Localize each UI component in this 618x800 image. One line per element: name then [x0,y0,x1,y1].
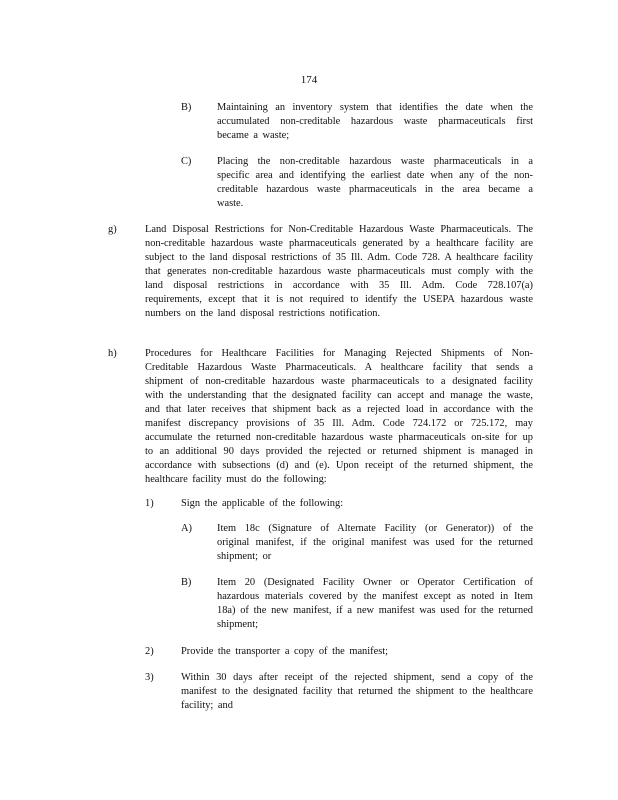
item-text: Provide the transporter a copy of the manifest; [181,646,389,657]
item-label: B) [181,102,192,113]
item-text: Land Disposal Restrictions for Non-Creditable Hazardous Waste Pharmaceuticals. The non-creditable hazardous waste pharmaceuticals generated by a healthcare facility are subject to the land disposal restrictions of 35 Ill. Adm. Code 728. A healthcare facility that generates non-creditable hazardous waste pharmaceuticals must comply with the land disposal restrictions in accordance with 35 Ill. Adm. Code 728.107(a) requirements, except that it is not required to identify the USEPA hazardous waste numbers on the land disposal restrictions notification. [145,224,533,319]
item-text: Sign the applicable of the following: [181,498,344,509]
item-text: Placing the non-creditable hazardous waste pharmaceuticals in a specific area and identifying the earliest date when any of the non-creditable hazardous waste pharmaceuticals in the area became a waste. [217,156,533,209]
item-label: C) [181,156,192,167]
item-label: g) [108,224,117,235]
item-label: A) [181,523,192,534]
item-text: Procedures for Healthcare Facilities for Managing Rejected Shipments of Non-Creditable Hazardous Waste Pharmaceuticals. A healthcare facility that sends a shipment of non-creditable hazardous waste pharmaceuticals to a designated facility with the understanding that the designated facility can accept and manage the waste, and that later receives that shipment back as a rejected load in accordance with the manifest discrepancy provisions of 35 Ill. Adm. Code 724.172 or 725.172, may accumulate the returned non-creditable hazardous waste pharmaceuticals on-site for up to an additional 90 days provided the rejected or returned shipment is managed in accordance with subsections (d) and (e). Upon receipt of the returned shipment, the healthcare facility must do the following: [145,348,533,485]
page-number: 174 [300,74,318,86]
item-label: B) [181,577,192,588]
item-text: Maintaining an inventory system that identifies the date when the accumulated non-creditable hazardous waste pharmaceuticals first became a waste; [217,102,533,141]
item-text: Item 18c (Signature of Alternate Facility (or Generator)) of the original manifest, if the original manifest was used for the returned shipment; or [217,523,533,562]
item-label: h) [108,348,117,359]
item-label: 1) [145,498,154,509]
item-label: 3) [145,672,154,683]
item-text: Within 30 days after receipt of the rejected shipment, send a copy of the manifest to the designated facility that returned the shipment to the healthcare facility; and [181,672,533,711]
item-label: 2) [145,646,154,657]
item-text: Item 20 (Designated Facility Owner or Operator Certification of hazardous materials covered by the manifest except as noted in Item 18a) of the new manifest, if a new manifest was used for the returned shipment; [217,577,533,630]
